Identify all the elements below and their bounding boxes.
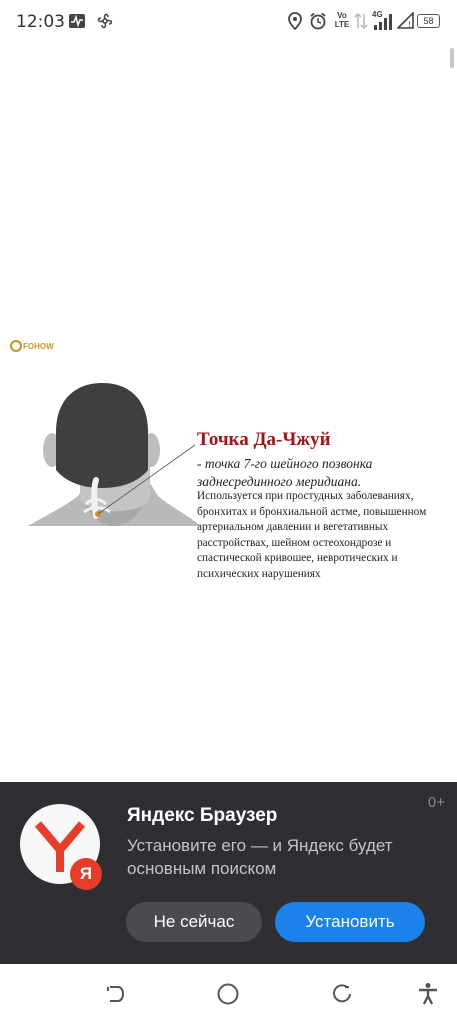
back-icon	[104, 983, 126, 1005]
accessibility-button[interactable]	[413, 979, 443, 1009]
recents-button[interactable]	[327, 979, 357, 1009]
activity-icon	[68, 12, 86, 30]
not-now-button[interactable]: Не сейчас	[126, 902, 262, 942]
yandex-browser-logo	[20, 804, 100, 884]
home-icon	[216, 982, 240, 1006]
point-title: Точка Да-Чжуй	[197, 429, 331, 450]
page-scrollbar[interactable]	[450, 48, 454, 68]
data-transfer-icon	[354, 12, 368, 30]
status-bar	[0, 0, 457, 46]
wifi-warning-icon	[397, 12, 414, 30]
accessibility-icon	[417, 982, 439, 1006]
back-button[interactable]	[100, 979, 130, 1009]
signal-icon	[372, 14, 392, 31]
banner-title: Яндекс Браузер	[127, 805, 278, 826]
yandex-install-banner	[0, 782, 457, 964]
point-description: Используется при простудных заболеваниях, бронхитах и бронхиальной астме, повышенном артериальном давлении и вегетативных расстройствах, шейном остеохондрозе и спастической кривошее, невротических и психических нарушениях	[197, 490, 427, 580]
point-subtitle: - точка 7-го шейного позвонка заднесрединного меридиана.	[197, 456, 373, 489]
banner-text: Установите его — и Яндекс будет основным поиском	[127, 836, 393, 878]
recents-icon	[331, 983, 353, 1005]
navigation-bar	[0, 964, 457, 1024]
fan-icon	[96, 12, 114, 30]
age-rating: 0+	[427, 794, 445, 811]
battery-icon	[417, 14, 440, 28]
status-time: 12:03	[16, 12, 65, 32]
fohow-logo-text: FOHOW	[23, 341, 54, 351]
network-type: 4G	[372, 10, 383, 19]
home-button[interactable]	[213, 979, 243, 1009]
install-button[interactable]: Установить	[275, 902, 425, 942]
yandex-badge: Я	[70, 858, 102, 890]
alarm-icon	[309, 12, 327, 30]
volte-label: Vo LTE	[334, 11, 350, 29]
battery-level: 58	[423, 16, 434, 26]
location-icon	[288, 12, 302, 30]
svg-text:!: !	[408, 20, 412, 29]
